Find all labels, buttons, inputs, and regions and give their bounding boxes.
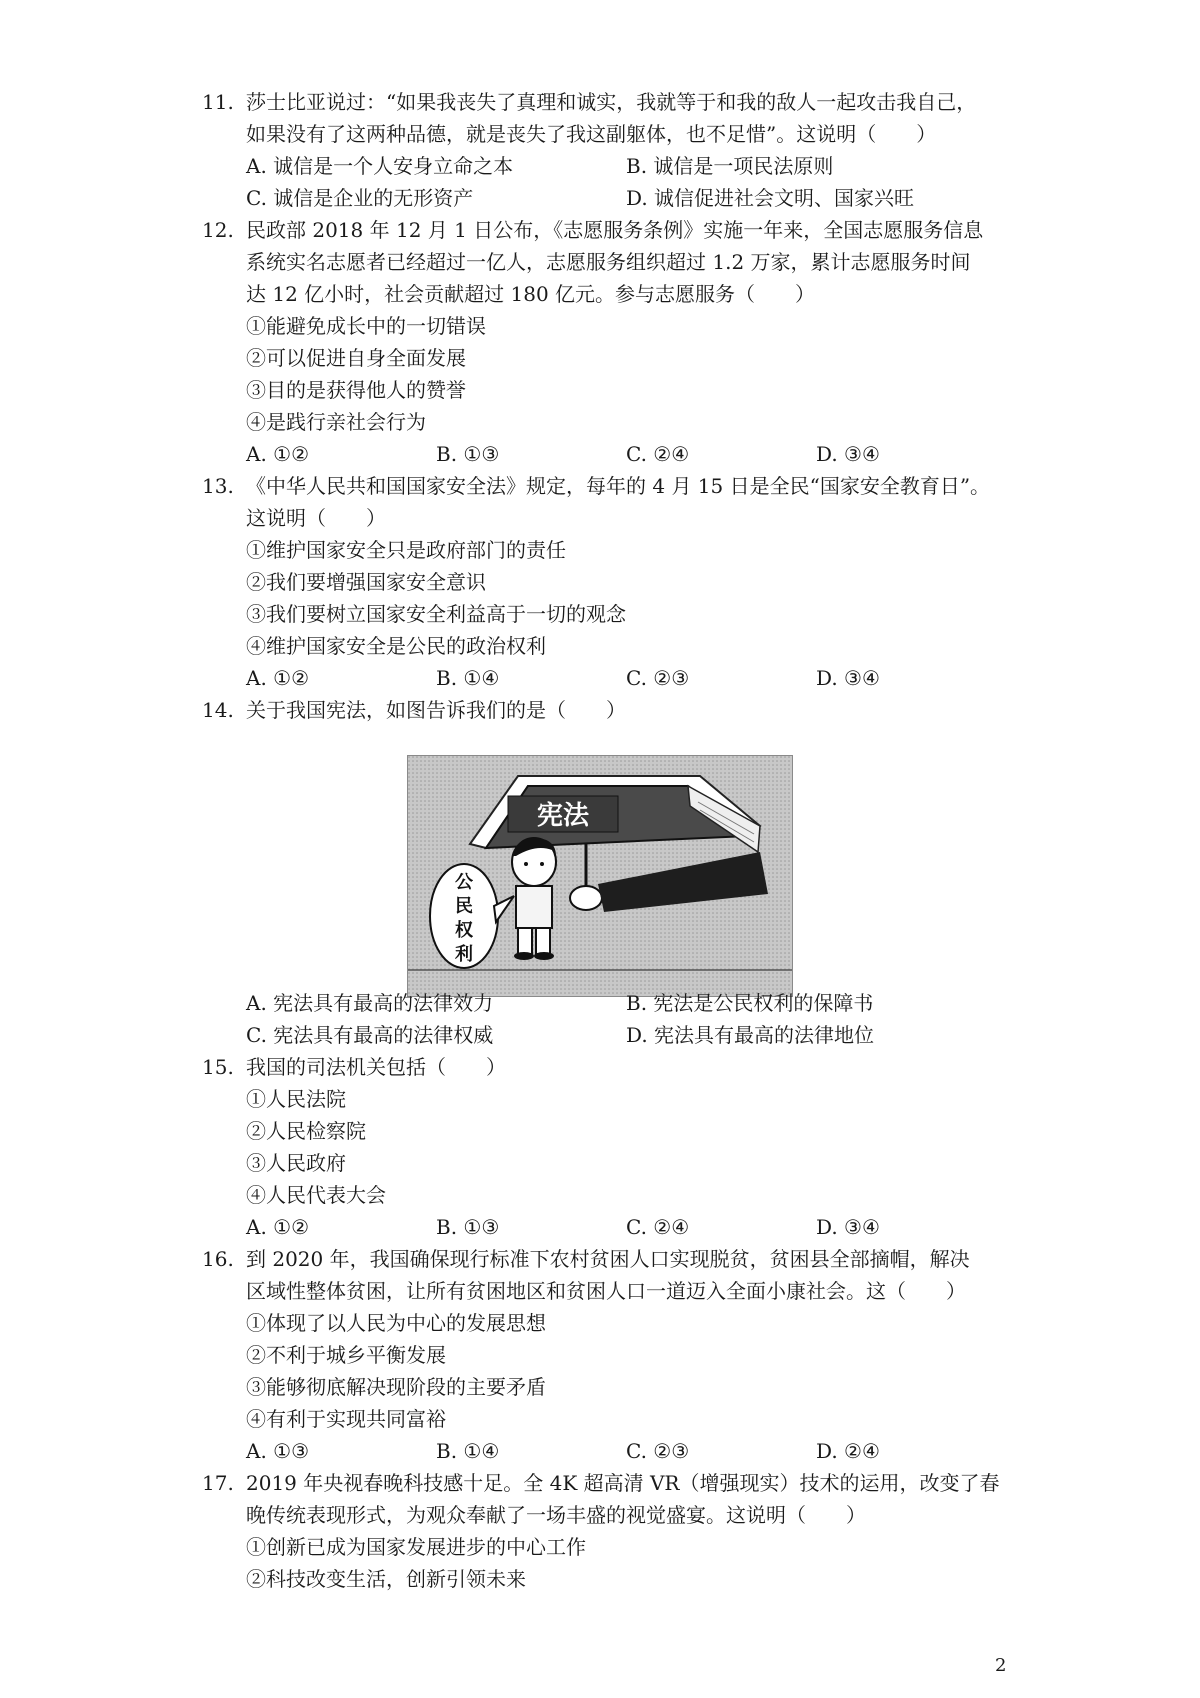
question-stem: 区域性整体贫困，让所有贫困地区和贫困人口一道迈入全面小康社会。这（ ） <box>246 1279 966 1303</box>
statement: ④人民代表大会 <box>246 1183 386 1207</box>
question-14-options <box>202 987 1022 1051</box>
page-number: 2 <box>995 1655 1007 1676</box>
statement: ④是践行亲社会行为 <box>246 410 426 434</box>
option-b: B. ①④ <box>436 666 500 690</box>
question-number: 12. <box>202 218 234 242</box>
question-stem: 莎士比亚说过：“如果我丧失了真理和诚实，我就等于和我的敌人一起攻击我自己， <box>246 90 977 114</box>
question-stem: 我国的司法机关包括（ ） <box>246 1055 506 1079</box>
question-13 <box>202 470 1022 694</box>
question-stem: 关于我国宪法，如图告诉我们的是（ ） <box>246 698 626 722</box>
option-d: D. 宪法具有最高的法律地位 <box>626 1023 875 1047</box>
option-b: B. 宪法是公民权利的保障书 <box>626 991 874 1015</box>
option-a: A. ①② <box>246 666 310 690</box>
statement: ①维护国家安全只是政府部门的责任 <box>246 538 566 562</box>
option-c: C. ②③ <box>626 1439 690 1463</box>
statement: ②科技改变生活，创新引领未来 <box>246 1567 526 1591</box>
statement: ④有利于实现共同富裕 <box>246 1407 446 1431</box>
constitution-cartoon-figure <box>407 755 793 997</box>
option-c: C. ②③ <box>626 666 690 690</box>
question-number: 15. <box>202 1055 234 1079</box>
option-b: B. ①③ <box>436 442 500 466</box>
option-d: D. ②④ <box>816 1439 880 1463</box>
question-11 <box>202 86 1022 214</box>
bubble-char: 权 <box>455 920 473 941</box>
statement: ②不利于城乡平衡发展 <box>246 1343 446 1367</box>
question-12 <box>202 214 1022 470</box>
option-a: A. ①② <box>246 442 310 466</box>
statement: ①创新已成为国家发展进步的中心工作 <box>246 1535 586 1559</box>
statement: ①体现了以人民为中心的发展思想 <box>246 1311 546 1335</box>
statement: ②我们要增强国家安全意识 <box>246 570 486 594</box>
question-number: 16. <box>202 1247 234 1271</box>
option-d: D. ③④ <box>816 666 880 690</box>
question-stem: 如果没有了这两种品德，就是丧失了我这副躯体，也不足惜”。这说明（ ） <box>246 122 937 146</box>
option-a: A. ①② <box>246 1215 310 1239</box>
statement: ④维护国家安全是公民的政治权利 <box>246 634 546 658</box>
statement: ②可以促进自身全面发展 <box>246 346 466 370</box>
question-16 <box>202 1243 1022 1467</box>
option-c: C. ②④ <box>626 442 690 466</box>
question-stem: 晚传统表现形式，为观众奉献了一场丰盛的视觉盛宴。这说明（ ） <box>246 1503 866 1527</box>
option-c: C. 宪法具有最高的法律权威 <box>246 1023 494 1047</box>
option-c: C. 诚信是企业的无形资产 <box>246 186 474 210</box>
question-stem: 2019 年央视春晚科技感十足。全 4K 超高清 VR（增强现实）技术的运用，改变了春 <box>246 1471 1000 1495</box>
bubble-char: 公 <box>455 872 473 893</box>
question-stem: 民政部 2018 年 12 月 1 日公布，《志愿服务条例》实施一年来，全国志愿服务信息 <box>246 218 984 242</box>
bubble-char: 利 <box>455 944 473 965</box>
question-14 <box>202 694 1022 726</box>
option-d: D. ③④ <box>816 442 880 466</box>
statement: ①能避免成长中的一切错误 <box>246 314 486 338</box>
statement: ①人民法院 <box>246 1087 346 1111</box>
statement: ③人民政府 <box>246 1151 346 1175</box>
option-d: D. 诚信促进社会文明、国家兴旺 <box>626 186 915 210</box>
option-d: D. ③④ <box>816 1215 880 1239</box>
statement: ③我们要树立国家安全利益高于一切的观念 <box>246 602 626 626</box>
question-number: 11. <box>202 90 234 114</box>
option-b: B. ①④ <box>436 1439 500 1463</box>
option-c: C. ②④ <box>626 1215 690 1239</box>
option-a: A. 宪法具有最高的法律效力 <box>246 991 494 1015</box>
question-stem: 《中华人民共和国国家安全法》规定，每年的 4 月 15 日是全民“国家安全教育日”。 <box>246 474 991 498</box>
statement: ②人民检察院 <box>246 1119 366 1143</box>
question-number: 14. <box>202 698 234 722</box>
question-stem: 到 2020 年，我国确保现行标准下农村贫困人口实现脱贫，贫困县全部摘帽，解决 <box>246 1247 970 1271</box>
question-stem: 达 12 亿小时，社会贡献超过 180 亿元。参与志愿服务（ ） <box>246 282 816 306</box>
question-number: 17. <box>202 1471 234 1495</box>
statement: ③能够彻底解决现阶段的主要矛盾 <box>246 1375 546 1399</box>
option-a: A. 诚信是一个人安身立命之本 <box>246 154 514 178</box>
option-b: B. 诚信是一项民法原则 <box>626 154 834 178</box>
question-stem: 系统实名志愿者已经超过一亿人，志愿服务组织超过 1.2 万家，累计志愿服务时间 <box>246 250 971 274</box>
question-stem: 这说明（ ） <box>246 506 386 530</box>
book-title: 宪法 <box>536 801 590 831</box>
question-number: 13. <box>202 474 234 498</box>
bubble-char: 民 <box>455 896 473 917</box>
statement: ③目的是获得他人的赞誉 <box>246 378 466 402</box>
option-b: B. ①③ <box>436 1215 500 1239</box>
option-a: A. ①③ <box>246 1439 310 1463</box>
question-15 <box>202 1051 1022 1243</box>
question-17 <box>202 1467 1022 1595</box>
cartoon-illustration <box>408 756 792 996</box>
